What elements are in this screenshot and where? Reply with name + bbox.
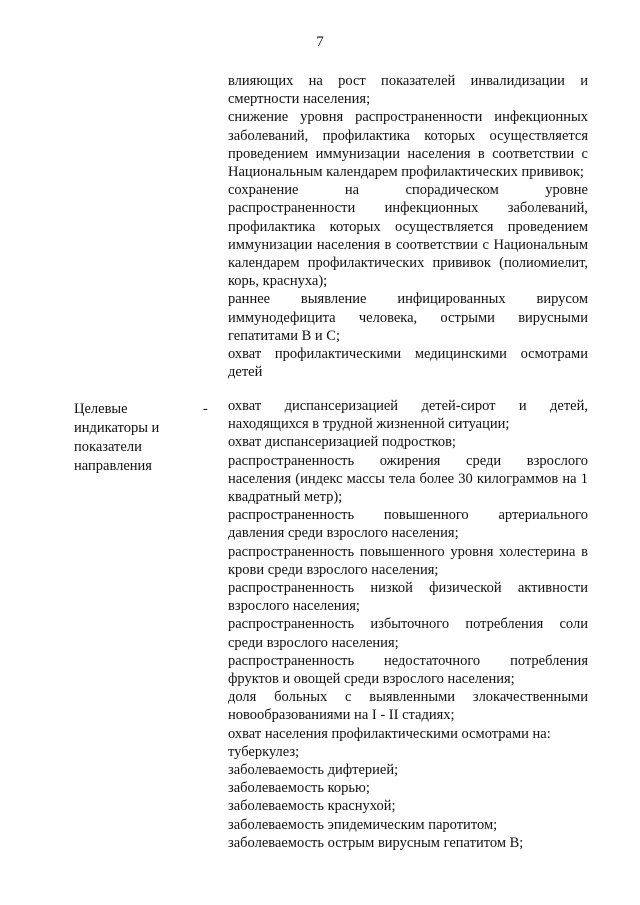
list-item: туберкулез; bbox=[228, 743, 300, 760]
section-label: Целевые индикаторы и показатели направления bbox=[74, 401, 160, 474]
page-number: 7 bbox=[316, 34, 324, 50]
list-item: распространенность ожирения среди взрослого населения (индекс массы тела более 30 килограммов на 1 квадратный метр); bbox=[228, 452, 588, 506]
list-item: сохранение на спорадическом уровне распространенности инфекционных заболеваний, профилактика которых осуществляется проведением иммунизации населения в соответствии с Национальным календарем профилактических прививок (полиомиелит, корь, краснуха); bbox=[228, 182, 588, 290]
list-item: заболеваемость краснухой; bbox=[228, 798, 396, 815]
list-item: распространенность повышенного артериального давления среди взрослого населения; bbox=[228, 507, 588, 542]
list-item: охват профилактическими медицинскими осмотрами детей bbox=[228, 346, 588, 381]
indicators-list bbox=[228, 397, 588, 852]
list-item: распространенность избыточного потребления соли среди взрослого населения; bbox=[228, 616, 588, 651]
list-item: распространенность повышенного уровня холестерина в крови среди взрослого населения; bbox=[228, 543, 588, 578]
list-item: доля больных с выявленными злокачественными новообразованиями на I - II стадиях; bbox=[228, 689, 588, 724]
continuation-list bbox=[228, 72, 588, 381]
list-item: раннее выявление инфицированных вирусом иммунодефицита человека, острыми вирусными гепатитами B и C; bbox=[228, 291, 588, 344]
list-item: заболеваемость дифтерией; bbox=[228, 762, 399, 779]
label-dash: - bbox=[203, 401, 208, 417]
list-item: заболеваемость корью; bbox=[228, 780, 370, 797]
list-item: снижение уровня распространенности инфекционных заболеваний, профилактика которых осуществляется проведением иммунизации населения в соответствии с Национальным календарем профилактических прививок; bbox=[228, 109, 588, 181]
list-item: распространенность низкой физической активности взрослого населения; bbox=[228, 580, 588, 615]
list-item: охват диспансеризацией подростков; bbox=[228, 434, 456, 451]
list-item: заболеваемость острым вирусным гепатитом B; bbox=[228, 834, 524, 851]
list-item: охват населения профилактическими осмотрами на: bbox=[228, 725, 551, 742]
list-item: заболеваемость эпидемическим паротитом; bbox=[228, 816, 498, 833]
list-item: распространенность недостаточного потребления фруктов и овощей среди взрослого населения; bbox=[228, 652, 588, 688]
list-item: охват диспансеризацией детей-сирот и детей, находящихся в трудной жизненной ситуации; bbox=[228, 398, 588, 433]
list-item: влияющих на рост показателей инвалидизации и смертности населения; bbox=[228, 73, 588, 108]
